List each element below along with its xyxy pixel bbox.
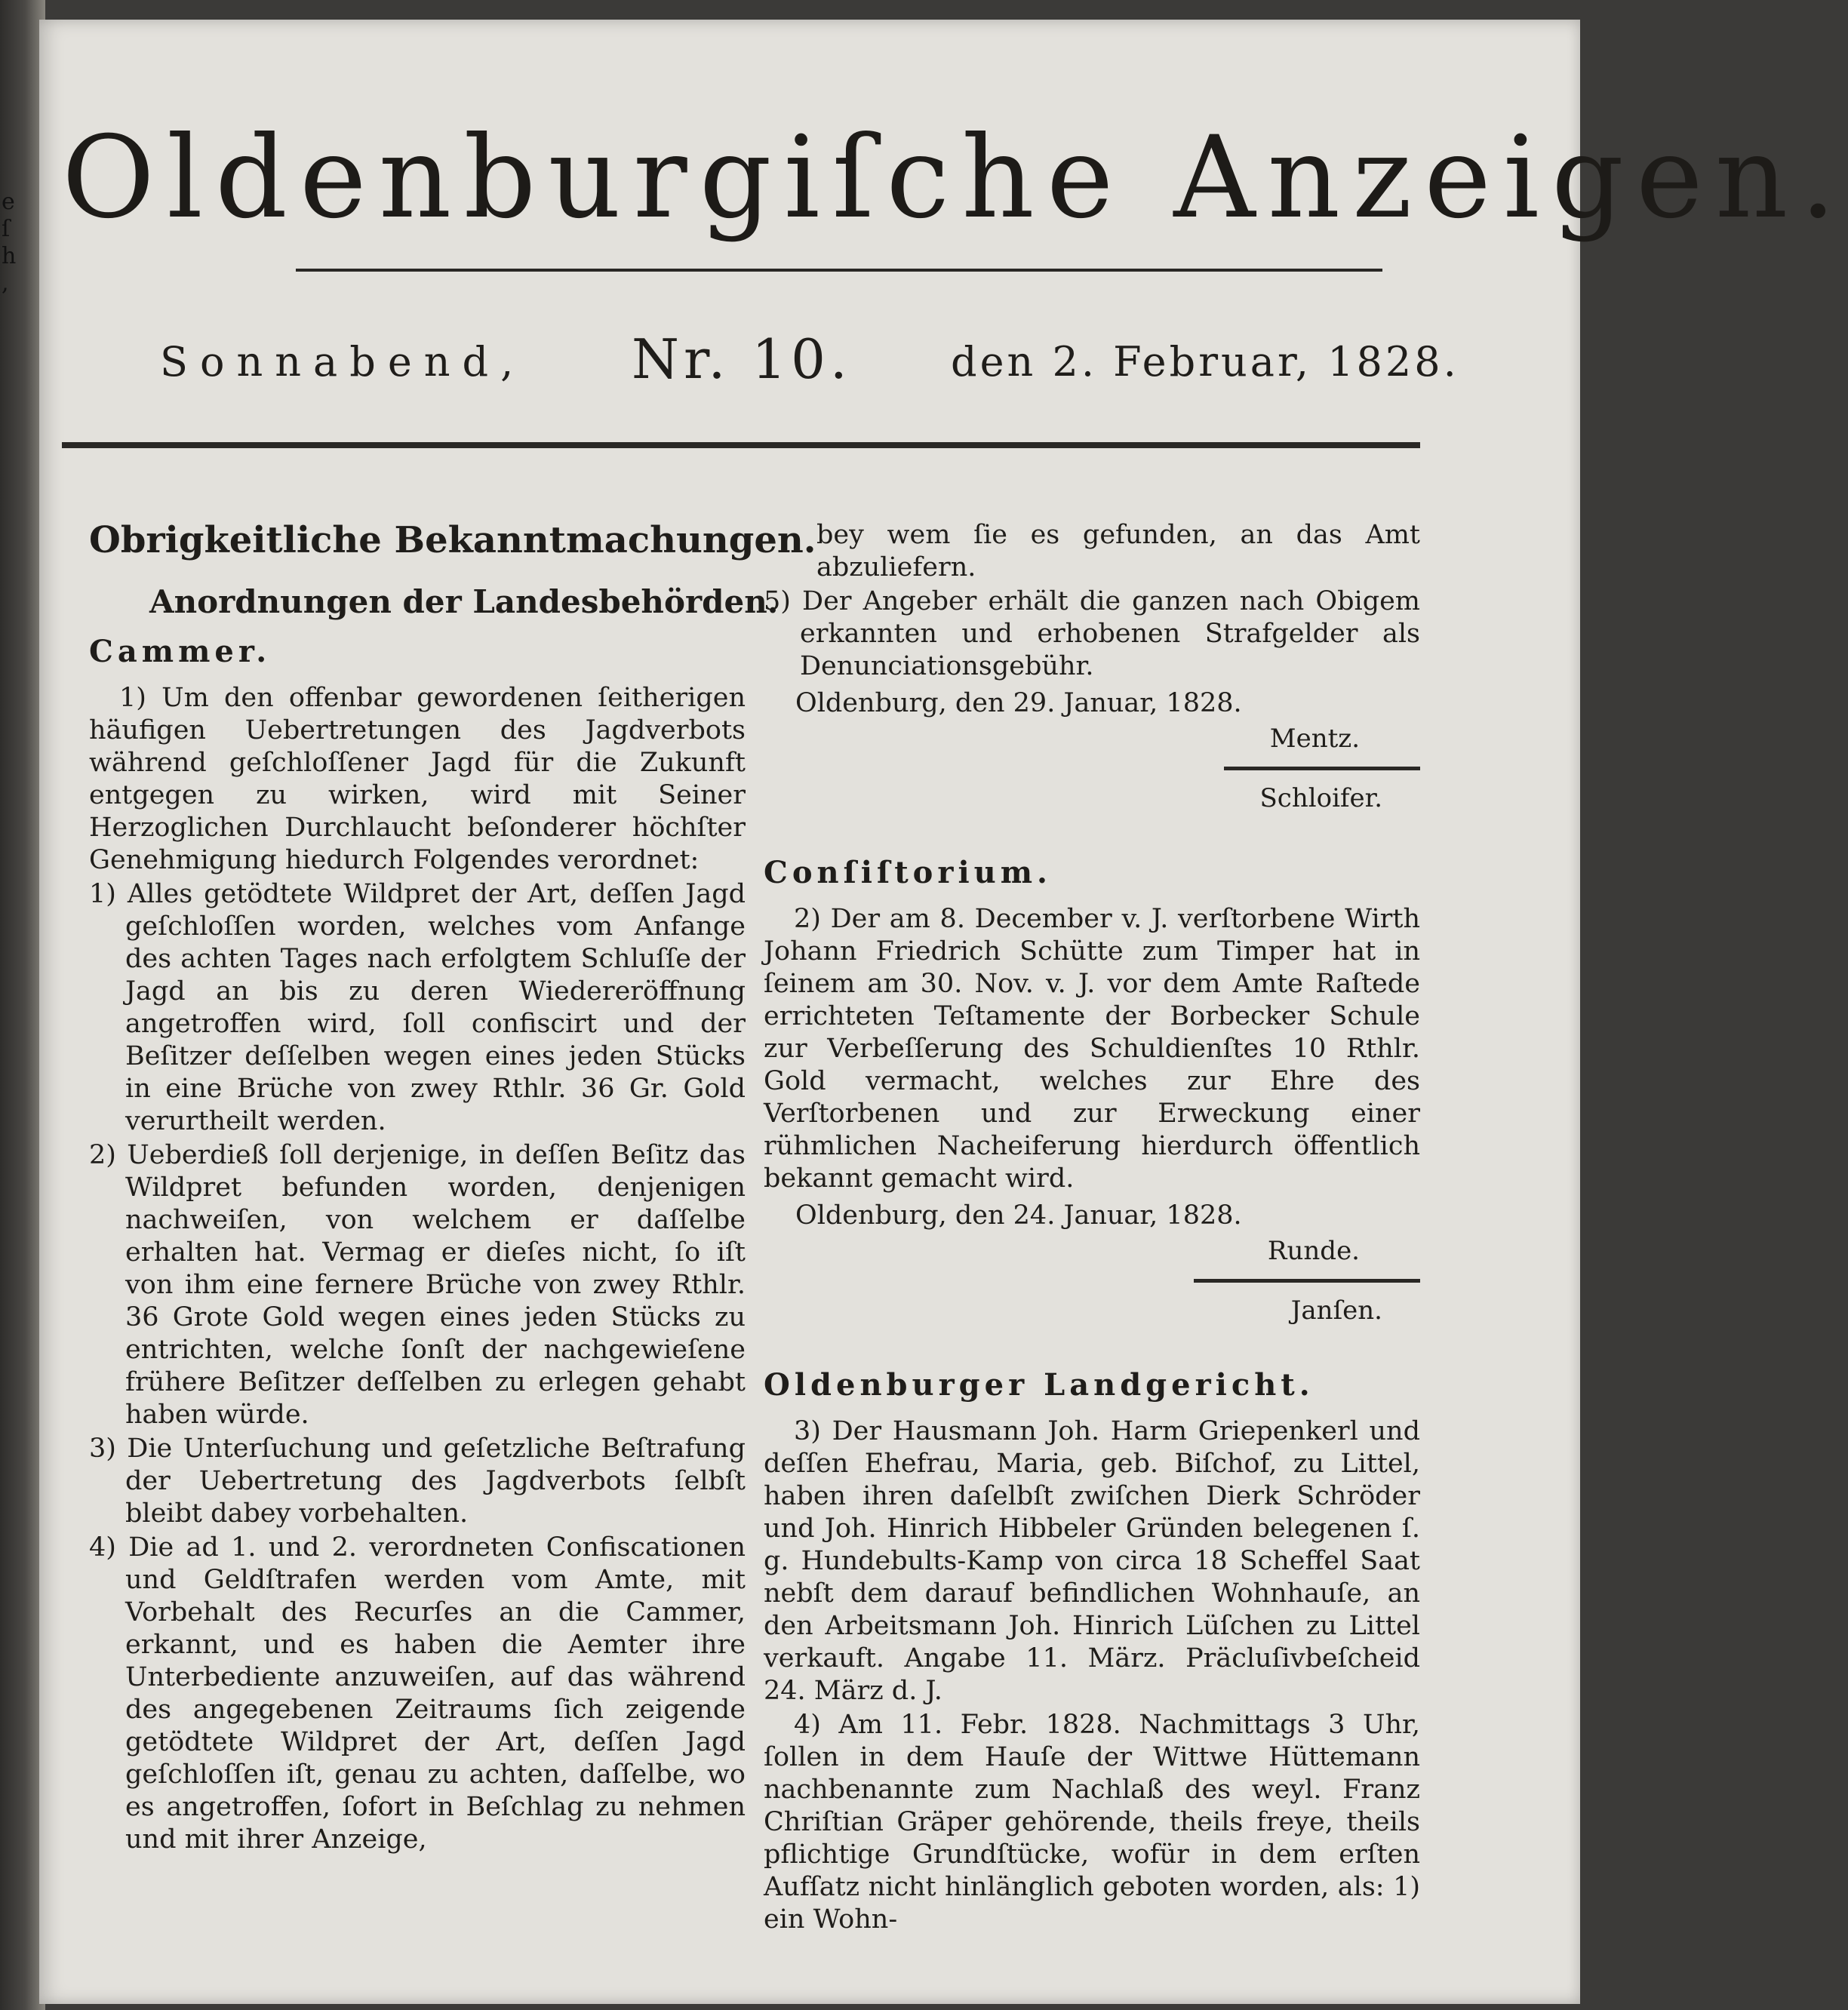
left-column bbox=[89, 504, 816, 1858]
cammer-item-4: 4) Die ad 1. und 2. verordneten Confiscationen und Geldſtrafen werden vom Amte, mit Vorbehalt des Recurſes an die Cammer, erkannt, und es haben die Aemter ihre Unterbediente anzuweiſen, auf das während des angegebenen Zeitraums ſich zeigende getödtete Wildpret der Art, deſſen Jagd geſchloſſen iſt, genau zu achten, daſſelbe, wo es angetroffen, ſofort in Beſchlag zu nehmen und mit ihrer Anzeige, bbox=[89, 1532, 746, 1855]
issue-weekday: Sonnabend, bbox=[160, 338, 526, 386]
right-column bbox=[764, 519, 1420, 1938]
cammer-signature-2: Schloifer. bbox=[1259, 783, 1382, 813]
cammer-intro: 1) Um den offenbar gewordenen ſeitherigen häufigen Uebertretungen des Jagdverbots während geſchloſſener Jagd für die Zukunft entgegen zu wirken, wird mit Seiner Herzoglichen Durchlaucht beſonderer höchſter Genehmigung hiedurch Folgendes verordnet: bbox=[89, 683, 746, 875]
signature-rule bbox=[1224, 767, 1420, 770]
masthead-rule bbox=[296, 269, 1382, 272]
newspaper-page bbox=[39, 20, 1848, 2004]
cammer-item-1: 1) Alles getödtete Wildpret der Art, deſſen Jagd geſchloſſen worden, welches vom Anfange des achten Tages nach erfolgtem Schluſſe der Jagd an bis zu deren Wiedereröffnung angetroffen wird, ſoll confiscirt und der Beſitzer deſſelben wegen eines jeden Stücks in eine Brüche von zwey Rthlr. 36 Gr. Gold verurtheilt werden. bbox=[89, 879, 746, 1136]
consistorium-item-2: 2) Der am 8. December v. J. verſtorbene Wirth Johann Friedrich Schütte zum Timper hat in ſeinem am 30. Nov. v. J. vor dem Amte Raſtede errichteten Teſtamente der Borbecker Schule zur Verbeſſerung des Schuldienſtes 10 Rthlr. Gold vermacht, welches zur Ehre des Verſtorbenen und zur Erweckung einer rühmlichen Nacheiferung hierdurch öffentlich bekannt gemacht wird. bbox=[764, 904, 1420, 1194]
cammer-item-4-continuation: bey wem ſie es gefunden, an das Amt abzuliefern. bbox=[816, 520, 1420, 582]
section-subtitle: Anordnungen der Landesbehörden. bbox=[149, 583, 779, 620]
cammer-signature-1: Mentz. bbox=[1269, 724, 1360, 754]
edge-mark: e bbox=[2, 189, 15, 215]
consistorium-place-date: Oldenburg, den 24. Januar, 1828. bbox=[795, 1200, 1242, 1231]
dateline bbox=[160, 327, 1459, 397]
edge-mark: h bbox=[2, 243, 17, 269]
cammer-item-5: 5) Der Angeber erhält die ganzen nach Obigem erkannten und erhobenen Strafgelder als Denunciationsgebühr. bbox=[764, 586, 1420, 681]
edge-mark: , bbox=[2, 270, 9, 297]
header-divider bbox=[62, 442, 1420, 448]
cammer-item-3: 3) Die Unterſuchung und geſetzliche Beſtrafung der Uebertretung des Jagdverbots ſelbſt bleibt dabey vorbehalten. bbox=[89, 1434, 746, 1529]
masthead-title: Oldenburgiſche Anzeigen. bbox=[62, 112, 1848, 244]
issue-date: den 2. Februar, 1828. bbox=[951, 338, 1459, 386]
cammer-item-2: 2) Ueberdieß ſoll derjenige, in deſſen Beſitz das Wildpret befunden worden, denjenigen nachweiſen, von welchem er daſſelbe erhalten hat. Vermag er dieſes nicht, ſo iſt von ihm eine fernere Brüche von zwey Rthlr. 36 Grote Gold wegen eines jeden Stücks zu entrichten, welche ſonſt der nachgewieſene frühere Beſitzer deſſelben zu erlegen gehabt haben würde. bbox=[89, 1140, 746, 1430]
landgericht-item-3: 3) Der Hausmann Joh. Harm Griepenkerl und deſſen Ehefrau, Maria, geb. Biſchof, zu Littel, haben ihren daſelbſt zwiſchen Dierk Schröder und Joh. Hinrich Hibbeler Gründen belegenen ſ. g. Hundebults-Kamp von circa 18 Scheffel Saat nebſt dem darauf befindlichen Wohnhauſe, an den Arbeitsmann Joh. Hinrich Lüſchen zu Littel verkauft. Angabe 11. März. Präcluſivbeſcheid 24. März d. J. bbox=[764, 1416, 1420, 1706]
adjacent-page-marks bbox=[2, 189, 20, 297]
section-title: Obrigkeitliche Bekanntmachungen. bbox=[89, 519, 816, 561]
issue-number: Nr. 10. bbox=[632, 327, 852, 391]
consistorium-heading: Conſiſtorium. bbox=[764, 855, 1052, 890]
scan-edge bbox=[0, 0, 45, 2010]
landgericht-heading: Oldenburger Landgericht. bbox=[764, 1367, 1315, 1403]
consistorium-signature-1: Runde. bbox=[1267, 1236, 1360, 1266]
cammer-place-date: Oldenburg, den 29. Januar, 1828. bbox=[795, 688, 1242, 718]
signature-rule bbox=[1194, 1279, 1420, 1283]
landgericht-item-4: 4) Am 11. Febr. 1828. Nachmittags 3 Uhr, ſollen in dem Hauſe der Wittwe Hüttemann nachbenannte zum Nachlaß des weyl. Franz Chriſtian Gräper gehörende, theils freye, theils pflichtige Grundſtücke, wofür in dem erſten Aufſatz nicht hinlänglich geboten worden, als: 1) ein Wohn- bbox=[764, 1710, 1420, 1935]
cammer-heading: Cammer. bbox=[89, 634, 272, 669]
consistorium-signature-2: Janſen. bbox=[1290, 1295, 1382, 1326]
edge-mark: ſ bbox=[2, 216, 11, 242]
